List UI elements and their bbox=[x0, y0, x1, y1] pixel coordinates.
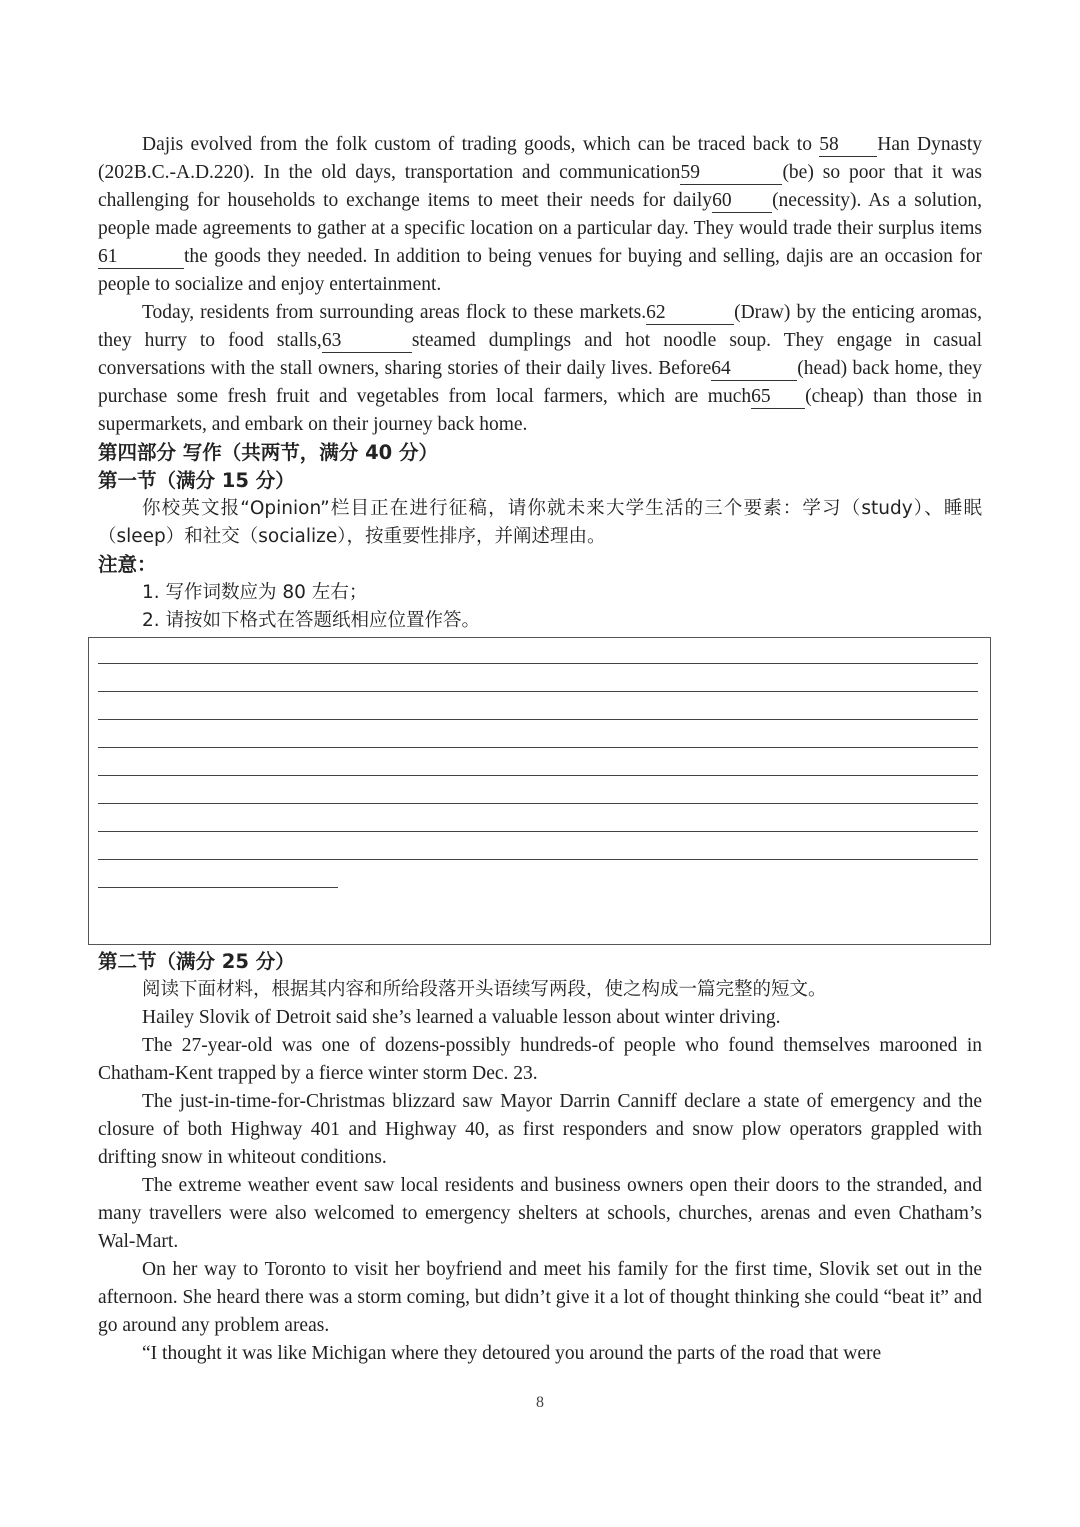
answer-line bbox=[98, 747, 978, 748]
text: Today, residents from surrounding areas flock to these markets. bbox=[142, 302, 647, 323]
text: steamed dumplings and hot noodle soup. They engage in casual conversations with the stall owners, sharing stories of their daily lives. Before bbox=[98, 330, 982, 379]
blank-60: 60 bbox=[712, 190, 772, 213]
part4-title: 第四部分 写作（共两节，满分 40 分） bbox=[98, 441, 439, 464]
answer-line bbox=[98, 775, 978, 776]
section2-content bbox=[98, 948, 982, 1368]
answer-line bbox=[98, 663, 978, 664]
blank-63: 63 bbox=[322, 330, 412, 353]
text: Han Dynasty (202B.C.-A.D.220). In the old days, transportation and communication bbox=[98, 134, 982, 183]
notes-title: 注意： bbox=[98, 553, 157, 576]
answer-line bbox=[98, 691, 978, 692]
page-number: 8 bbox=[536, 1394, 544, 1411]
blank-64: 64 bbox=[711, 358, 797, 381]
text: (head) back home, they purchase some fresh fruit and vegetables from local farmers, which are much bbox=[98, 358, 982, 407]
blank-65: 65 bbox=[751, 386, 805, 409]
note-1: 1. 写作词数应为 80 左右； bbox=[142, 582, 368, 603]
text: (be) so poor that it was challenging for households to exchange items to meet their needs for daily bbox=[98, 162, 982, 211]
answer-line bbox=[98, 719, 978, 720]
page-content bbox=[98, 131, 982, 635]
section1-prompt: 你校英文报“Opinion”栏目正在进行征稿，请你就未来大学生活的三个要素：学习（study）、睡眠（sleep）和社交（socialize），按重要性排序，并阐述理由。 bbox=[98, 498, 982, 547]
text: Dajis evolved from the folk custom of trading goods, which can be traced back to bbox=[142, 134, 820, 155]
answer-line bbox=[98, 803, 978, 804]
story-paragraph: The 27-year-old was one of dozens-possibly hundreds-of people who found themselves marooned in Chatham-Kent trapped by a fierce winter storm Dec. 23. bbox=[98, 1035, 982, 1084]
section2-title: 第二节（满分 25 分） bbox=[98, 950, 295, 973]
answer-line-short bbox=[98, 887, 338, 888]
answer-line bbox=[98, 859, 978, 860]
text: (necessity). As a solution, people made agreements to gather at a specific location on a particular day. They would trade their surplus items bbox=[98, 190, 982, 239]
answer-line bbox=[98, 831, 978, 832]
story-paragraph: On her way to Toronto to visit her boyfriend and meet his family for the first time, Slovik set out in the afternoon. She heard there was a storm coming, but didn’t give it a lot of thought thinking she could “beat it” and go around any problem areas. bbox=[98, 1259, 982, 1336]
text: the goods they needed. In addition to being venues for buying and selling, dajis are an occasion for people to socialize and enjoy entertainment. bbox=[98, 246, 982, 295]
passage-paragraph-2 bbox=[98, 299, 982, 439]
answer-box bbox=[88, 637, 991, 945]
section1-title: 第一节（满分 15 分） bbox=[98, 469, 295, 492]
note-2: 2. 请按如下格式在答题纸相应位置作答。 bbox=[142, 610, 481, 631]
blank-59: 59 bbox=[680, 162, 782, 185]
blank-58: 58 bbox=[819, 134, 877, 157]
section2-prompt: 阅读下面材料，根据其内容和所给段落开头语续写两段，使之构成一篇完整的短文。 bbox=[142, 979, 827, 1000]
story-paragraph: Hailey Slovik of Detroit said she’s learned a valuable lesson about winter driving. bbox=[142, 1007, 781, 1028]
blank-61: 61 bbox=[98, 246, 184, 269]
story-paragraph: The extreme weather event saw local residents and business owners open their doors to the stranded, and many travellers were also welcomed to emergency shelters at schools, churches, arenas and even Chatham’s Wal-Mart. bbox=[98, 1175, 982, 1252]
text: (Draw) by the enticing aromas, they hurry to food stalls, bbox=[98, 302, 982, 351]
passage-paragraph-1 bbox=[98, 131, 982, 299]
blank-62: 62 bbox=[646, 302, 734, 325]
story-paragraph: “I thought it was like Michigan where they detoured you around the parts of the road that were bbox=[142, 1343, 882, 1364]
text: (cheap) than those in supermarkets, and embark on their journey back home. bbox=[98, 386, 983, 435]
story-paragraph: The just-in-time-for-Christmas blizzard saw Mayor Darrin Canniff declare a state of emergency and the closure of both Highway 401 and Highway 40, as first responders and snow plow operators grappled with drifting snow in whiteout conditions. bbox=[98, 1091, 982, 1168]
